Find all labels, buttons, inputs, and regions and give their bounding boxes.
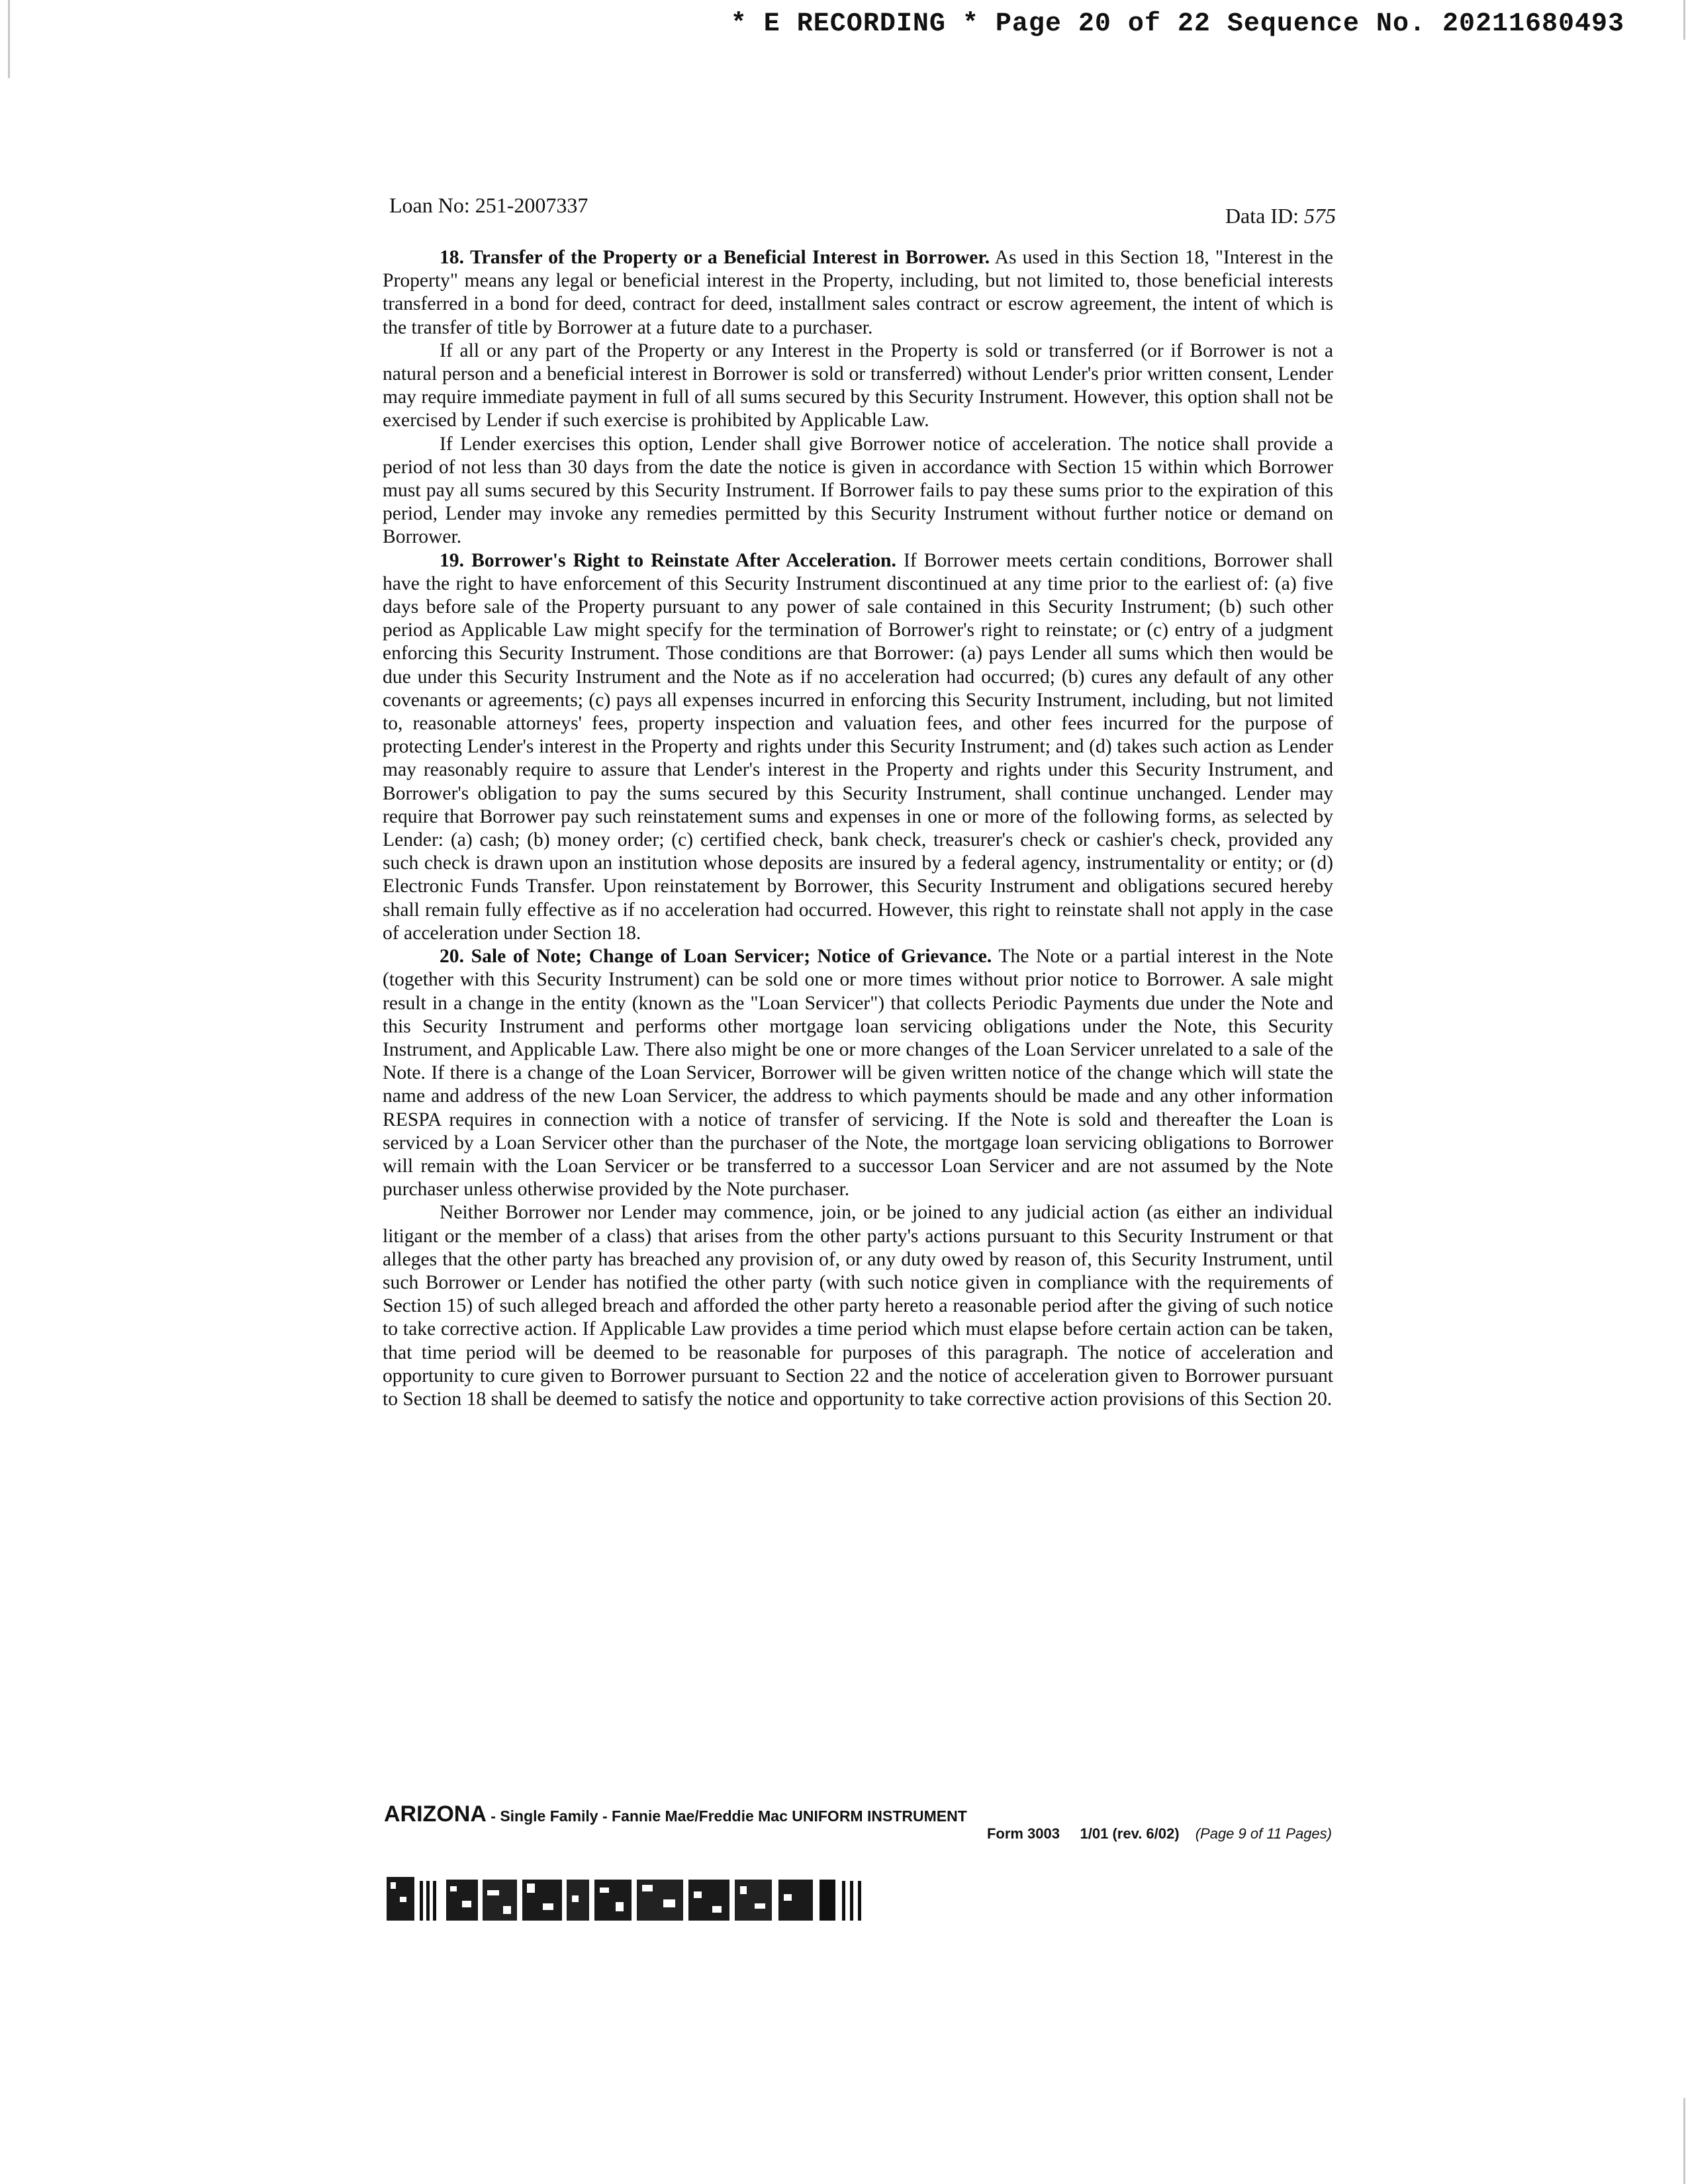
scan-edge-mark-left — [8, 0, 10, 78]
section-18-text: As used in this Section 18, "Interest in the Property" means any legal or beneficial interest in the Property, including, but not limited to, those beneficial interests transferred in a bond for deed, contract for deed, installment sales contract or escrow agreement, the intent of which is the transfer of title by Borrower at a future date to a purchaser. — [383, 247, 1333, 338]
section-19-paragraph — [383, 549, 1333, 945]
section-20-text: The Note or a partial interest in the Note (together with this Security Instrument) can be sold one or more times without prior notice to Borrower. A sale might result in a change in the entity (known as the "Loan Servicer") that collects Periodic Payments due under the Note and this Security Instrument and performs other mortgage loan servicing obligations under the Note, this Security Instrument, and Applicable Law. There also might be one or more changes of the Loan Servicer unrelated to a sale of the Note. If there is a change of the Loan Servicer, Borrower will be given written notice of the change which will state the name and address of the new Loan Servicer, the address to which payments should be made and any other information RESPA requires in connection with a notice of transfer of servicing. If the Note is sold and thereafter the Loan is serviced by a Loan Servicer other than the purchaser of the Note, the mortgage loan servicing obligations to Borrower will remain with the Loan Servicer or be transferred to a successor Loan Servicer and are not assumed by the Note purchaser unless otherwise provided by the Note purchaser. — [383, 946, 1334, 1201]
loan-number-label: Loan No: — [389, 193, 470, 217]
section-18-paragraph-1 — [383, 246, 1333, 340]
data-id — [1225, 204, 1336, 228]
footer-instrument-title — [384, 1801, 967, 1827]
document-body — [383, 246, 1333, 1411]
footer-form-info — [987, 1825, 1332, 1843]
data-id-label: Data ID: — [1225, 204, 1299, 228]
section-18-paragraph-2: If all or any part of the Property or any Interest in the Property is sold or transferred (or if Borrower is not a natural person and a beneficial interest in Borrower is sold or transferred) without Lender's prior written consent, Lender may require immediate payment in full of all sums secured by this Security Instrument. However, this option shall not be exercised by Lender if such exercise is prohibited by Applicable Law. — [383, 340, 1333, 432]
section-20-paragraph-2: Neither Borrower nor Lender may commence, join, or be joined to any judicial action (as either an individual litigant or the member of a class) that arises from the other party's actions pursuant to this Security Instrument or that alleges that the other party has breached any provision of, or any duty owed by reason of, this Security Instrument, until such Borrower or Lender has notified the other party (with such notice given in compliance with the requirements of Section 15) of such alleged breach and afforded the other party hereto a reasonable period after the giving of such notice to take corrective action. If Applicable Law provides a time period which must elapse before certain action can be taken, that time period will be deemed to be reasonable for purposes of this paragraph. The notice of acceleration and opportunity to cure given to Borrower pursuant to Section 22 and the notice of acceleration given to Borrower pursuant to Section 18 shall be deemed to satisfy the notice and opportunity to take corrective action provisions of this Section 20. — [383, 1202, 1333, 1410]
footer-form-number: Form 3003 1/01 (rev. 6/02) — [986, 1825, 1180, 1842]
footer-description: - Single Family - Fannie Mae/Freddie Mac UNIFORM INSTRUMENT — [486, 1807, 967, 1825]
section-18-title: Transfer of the Property or a Beneficial Interest in Borrower. — [470, 247, 990, 268]
footer-page-number: (Page 9 of 11 Pages) — [1195, 1825, 1332, 1842]
section-20-paragraph-1 — [383, 945, 1333, 1201]
barcode-image — [387, 1877, 895, 1921]
section-20-number: 20. — [440, 946, 464, 968]
section-19-number: 19. — [440, 549, 464, 571]
scan-edge-mark-right-top — [1683, 0, 1685, 40]
loan-number — [389, 193, 588, 218]
section-18-paragraph-3: If Lender exercises this option, Lender shall give Borrower notice of acceleration. The notice shall provide a period of not less than 30 days from the date the notice is given in accordance with Section 15 within which Borrower must pay all sums secured by this Security Instrument. If Borrower fails to pay these sums prior to the expiration of this period, Lender may invoke any remedies permitted by this Security Instrument without further notice or demand on Borrower. — [383, 433, 1333, 548]
footer-state: ARIZONA — [384, 1801, 487, 1827]
section-19-title: Borrower's Right to Reinstate After Acceleration. — [471, 549, 896, 571]
data-id-value: 575 — [1304, 204, 1336, 228]
section-18-number: 18. — [440, 247, 464, 268]
section-20-title: Sale of Note; Change of Loan Servicer; Notice of Grievance. — [471, 946, 992, 968]
scan-edge-mark-right-bottom — [1683, 2098, 1685, 2184]
recording-header: * E RECORDING * Page 20 of 22 Sequence No. 20211680493 — [730, 9, 1624, 39]
section-19-text: If Borrower meets certain conditions, Borrower shall have the right to have enforcement of this Security Instrument discontinued at any time prior to the earliest of: (a) five days before sale of the Property pursuant to any power of sale contained in this Security Instrument; (b) such other period as Applicable Law might specify for the termination of Borrower's right to reinstate; or (c) entry of a judgment enforcing this Security Instrument. Those conditions are that Borrower: (a) pays Lender all sums which then would be due under this Security Instrument and the Note as if no acceleration had occurred; (b) cures any default of any other covenants or agreements; (c) pays all expenses incurred in enforcing this Security Instrument, including, but not limited to, reasonable attorneys' fees, property inspection and valuation fees, and other fees incurred for the purpose of protecting Lender's interest in the Property and rights under this Security Instrument; and (d) takes such action as Lender may reasonably require to assure that Lender's interest in the Property and rights under this Security Instrument, and Borrower's obligation to pay the sums secured by this Security Instrument, shall continue unchanged. Lender may require that Borrower pay such reinstatement sums and expenses in one or more of the following forms, as selected by Lender: (a) cash; (b) money order; (c) certified check, bank check, treasurer's check or cashier's check, provided any such check is drawn upon an institution whose deposits are insured by a federal agency, instrumentality or entity; or (d) Electronic Funds Transfer. Upon reinstatement by Borrower, this Security Instrument and obligations secured hereby shall remain fully effective as if no acceleration had occurred. However, this right to reinstate shall not apply in the case of acceleration under Section 18. — [383, 549, 1334, 944]
loan-number-value: 251-2007337 — [475, 193, 588, 217]
